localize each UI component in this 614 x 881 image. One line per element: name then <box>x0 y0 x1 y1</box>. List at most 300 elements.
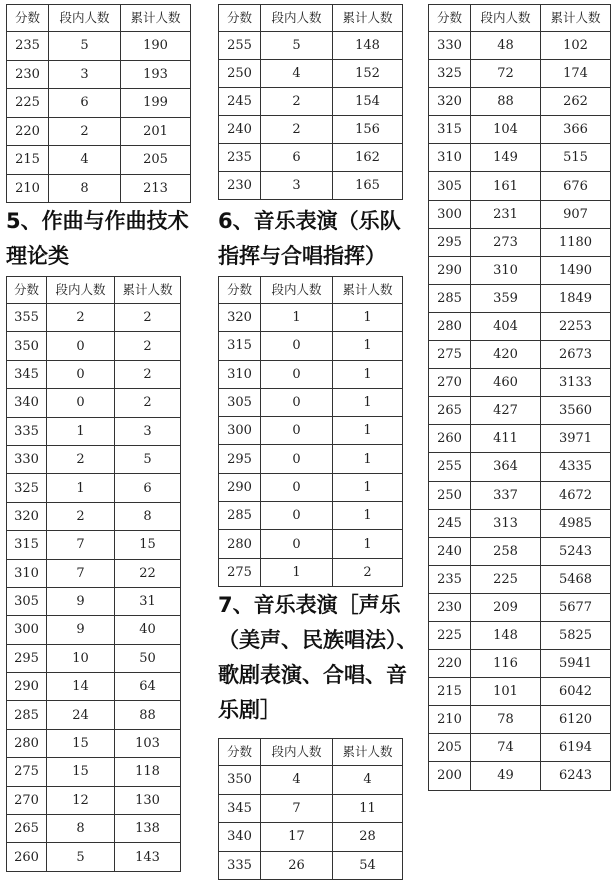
cell-cumulative-count: 22 <box>115 559 181 587</box>
cell-segment-count: 9 <box>47 616 115 644</box>
cell-score: 310 <box>429 144 471 172</box>
table-row <box>429 32 611 60</box>
cell-score: 300 <box>219 417 261 445</box>
cell-cumulative-count: 1 <box>333 388 403 416</box>
cell-segment-count: 10 <box>47 644 115 672</box>
cell-score: 275 <box>429 341 471 369</box>
heading-line: 7、音乐表演［声乐 <box>218 593 401 617</box>
cell-segment-count: 6 <box>49 89 121 118</box>
section-7-heading <box>218 588 418 728</box>
cell-cumulative-count: 199 <box>121 89 191 118</box>
cell-score: 305 <box>7 587 47 615</box>
cell-cumulative-count: 5468 <box>541 565 611 593</box>
cell-segment-count: 6 <box>261 144 333 172</box>
cell-cumulative-count: 8 <box>115 502 181 530</box>
table-row <box>219 417 403 445</box>
cell-score: 300 <box>7 616 47 644</box>
table-row <box>429 397 611 425</box>
cell-segment-count: 161 <box>471 172 541 200</box>
cell-cumulative-count: 103 <box>115 729 181 757</box>
cell-cumulative-count: 4 <box>333 766 403 795</box>
cell-score: 280 <box>429 312 471 340</box>
cell-score: 250 <box>429 481 471 509</box>
cell-score: 345 <box>7 360 47 388</box>
table-row <box>429 565 611 593</box>
cell-score: 335 <box>7 417 47 445</box>
cell-cumulative-count: 907 <box>541 200 611 228</box>
cell-cumulative-count: 2253 <box>541 312 611 340</box>
cell-cumulative-count: 6042 <box>541 678 611 706</box>
cell-segment-count: 0 <box>261 360 333 388</box>
cell-segment-count: 313 <box>471 509 541 537</box>
cell-segment-count: 3 <box>49 60 121 89</box>
cell-cumulative-count: 193 <box>121 60 191 89</box>
cell-segment-count: 359 <box>471 284 541 312</box>
cell-cumulative-count: 1849 <box>541 284 611 312</box>
cell-segment-count: 0 <box>261 502 333 530</box>
cell-cumulative-count: 1 <box>333 304 403 332</box>
cell-segment-count: 5 <box>47 843 115 871</box>
heading-line: 5、作曲与作曲技术 <box>6 209 189 233</box>
table-row <box>7 417 181 445</box>
table-row <box>219 558 403 586</box>
cell-segment-count: 404 <box>471 312 541 340</box>
table-row <box>219 823 403 852</box>
cell-segment-count: 2 <box>47 445 115 473</box>
cell-score: 205 <box>429 734 471 762</box>
cell-cumulative-count: 366 <box>541 116 611 144</box>
table-row <box>7 146 191 175</box>
cell-score: 355 <box>7 304 47 332</box>
table-row <box>429 172 611 200</box>
cell-segment-count: 0 <box>261 530 333 558</box>
cell-score: 305 <box>429 172 471 200</box>
cell-segment-count: 337 <box>471 481 541 509</box>
cell-segment-count: 209 <box>471 593 541 621</box>
table-row <box>429 762 611 790</box>
header-cumulative-count: 累计人数 <box>333 5 403 32</box>
cell-segment-count: 0 <box>261 388 333 416</box>
header-score: 分数 <box>219 739 261 766</box>
table-row <box>219 530 403 558</box>
cell-cumulative-count: 515 <box>541 144 611 172</box>
cell-cumulative-count: 143 <box>115 843 181 871</box>
cell-segment-count: 149 <box>471 144 541 172</box>
cell-cumulative-count: 1 <box>333 502 403 530</box>
cell-cumulative-count: 1 <box>333 473 403 501</box>
cell-segment-count: 273 <box>471 228 541 256</box>
cell-segment-count: 4 <box>261 766 333 795</box>
score-table-c <box>428 4 611 791</box>
cell-score: 315 <box>219 332 261 360</box>
section-6-table <box>218 276 403 587</box>
cell-score: 300 <box>429 200 471 228</box>
cell-score: 310 <box>7 559 47 587</box>
cell-cumulative-count: 1 <box>333 332 403 360</box>
cell-score: 235 <box>429 565 471 593</box>
table-row <box>219 851 403 880</box>
cell-score: 320 <box>429 88 471 116</box>
cell-segment-count: 7 <box>47 531 115 559</box>
cell-score: 305 <box>219 388 261 416</box>
cell-score: 230 <box>219 172 261 200</box>
table-row <box>7 332 181 360</box>
cell-cumulative-count: 213 <box>121 174 191 203</box>
cell-score: 320 <box>219 304 261 332</box>
heading-line: 歌剧表演、合唱、音 <box>218 663 407 687</box>
table-row <box>429 706 611 734</box>
table-row <box>219 88 403 116</box>
cell-score: 235 <box>7 32 49 61</box>
cell-cumulative-count: 3560 <box>541 397 611 425</box>
cell-cumulative-count: 148 <box>333 32 403 60</box>
cell-segment-count: 88 <box>471 88 541 116</box>
cell-score: 290 <box>7 673 47 701</box>
cell-segment-count: 48 <box>471 32 541 60</box>
cell-segment-count: 148 <box>471 621 541 649</box>
cell-score: 215 <box>429 678 471 706</box>
header-segment-count: 段内人数 <box>261 277 333 304</box>
cell-segment-count: 1 <box>47 417 115 445</box>
header-cumulative-count: 累计人数 <box>333 277 403 304</box>
table-row <box>429 341 611 369</box>
cell-segment-count: 3 <box>261 172 333 200</box>
cell-segment-count: 310 <box>471 256 541 284</box>
table-row <box>429 144 611 172</box>
table-row <box>219 388 403 416</box>
cell-segment-count: 78 <box>471 706 541 734</box>
table-row <box>7 701 181 729</box>
cell-score: 295 <box>219 445 261 473</box>
table-row <box>429 593 611 621</box>
header-cumulative-count: 累计人数 <box>115 277 181 304</box>
cell-cumulative-count: 3 <box>115 417 181 445</box>
header-segment-count: 段内人数 <box>47 277 115 304</box>
heading-line: 理论类 <box>6 244 69 268</box>
table-row <box>7 644 181 672</box>
table-row <box>7 174 191 203</box>
table-row <box>219 144 403 172</box>
cell-segment-count: 2 <box>261 88 333 116</box>
header-cumulative-count: 累计人数 <box>121 5 191 32</box>
cell-segment-count: 411 <box>471 425 541 453</box>
cell-cumulative-count: 50 <box>115 644 181 672</box>
table-row <box>429 509 611 537</box>
cell-cumulative-count: 15 <box>115 531 181 559</box>
table-row <box>429 369 611 397</box>
cell-segment-count: 2 <box>47 502 115 530</box>
header-cumulative-count: 累计人数 <box>541 5 611 32</box>
table-row <box>429 60 611 88</box>
cell-cumulative-count: 2 <box>115 332 181 360</box>
table-row <box>219 502 403 530</box>
cell-cumulative-count: 5243 <box>541 537 611 565</box>
cell-cumulative-count: 165 <box>333 172 403 200</box>
cell-score: 250 <box>219 60 261 88</box>
cell-cumulative-count: 2 <box>115 389 181 417</box>
cell-score: 285 <box>429 284 471 312</box>
cell-cumulative-count: 102 <box>541 32 611 60</box>
cell-cumulative-count: 201 <box>121 117 191 146</box>
cell-score: 330 <box>429 32 471 60</box>
table-row <box>429 650 611 678</box>
cell-segment-count: 15 <box>47 758 115 786</box>
cell-score: 230 <box>7 60 49 89</box>
cell-score: 225 <box>7 89 49 118</box>
header-cumulative-count: 累计人数 <box>333 739 403 766</box>
table-row <box>429 116 611 144</box>
table-row <box>429 678 611 706</box>
cell-cumulative-count: 2 <box>333 558 403 586</box>
cell-score: 295 <box>7 644 47 672</box>
table-row <box>429 453 611 481</box>
table-row <box>7 32 191 61</box>
cell-score: 255 <box>219 32 261 60</box>
cell-segment-count: 2 <box>261 116 333 144</box>
score-table-a <box>6 4 191 203</box>
cell-score: 210 <box>429 706 471 734</box>
cell-score: 345 <box>219 794 261 823</box>
header-segment-count: 段内人数 <box>261 5 333 32</box>
table-row <box>7 843 181 871</box>
cell-score: 230 <box>429 593 471 621</box>
cell-segment-count: 0 <box>47 389 115 417</box>
cell-score: 275 <box>219 558 261 586</box>
cell-cumulative-count: 2 <box>115 304 181 332</box>
table-row <box>219 445 403 473</box>
cell-cumulative-count: 4985 <box>541 509 611 537</box>
cell-score: 270 <box>429 369 471 397</box>
cell-score: 220 <box>7 117 49 146</box>
table-row <box>429 734 611 762</box>
table-row <box>7 786 181 814</box>
header-score: 分数 <box>429 5 471 32</box>
cell-cumulative-count: 5677 <box>541 593 611 621</box>
cell-score: 325 <box>7 474 47 502</box>
cell-segment-count: 116 <box>471 650 541 678</box>
section-5-table <box>6 276 181 872</box>
cell-cumulative-count: 6243 <box>541 762 611 790</box>
cell-segment-count: 460 <box>471 369 541 397</box>
table-row <box>429 481 611 509</box>
table-row <box>7 117 191 146</box>
table-row <box>7 445 181 473</box>
cell-cumulative-count: 31 <box>115 587 181 615</box>
cell-segment-count: 0 <box>47 332 115 360</box>
header-score: 分数 <box>7 277 47 304</box>
cell-segment-count: 72 <box>471 60 541 88</box>
table-row <box>429 228 611 256</box>
table-row <box>219 172 403 200</box>
table-row <box>429 425 611 453</box>
cell-segment-count: 258 <box>471 537 541 565</box>
cell-segment-count: 7 <box>47 559 115 587</box>
cell-segment-count: 4 <box>261 60 333 88</box>
cell-cumulative-count: 4672 <box>541 481 611 509</box>
cell-score: 260 <box>7 843 47 871</box>
cell-score: 285 <box>7 701 47 729</box>
cell-segment-count: 0 <box>261 332 333 360</box>
table-row <box>219 360 403 388</box>
cell-score: 270 <box>7 786 47 814</box>
cell-segment-count: 74 <box>471 734 541 762</box>
cell-score: 200 <box>429 762 471 790</box>
cell-cumulative-count: 54 <box>333 851 403 880</box>
table-row <box>7 60 191 89</box>
cell-cumulative-count: 162 <box>333 144 403 172</box>
section-7-table <box>218 738 403 880</box>
cell-cumulative-count: 1490 <box>541 256 611 284</box>
heading-line: （美声、民族唱法）、 <box>218 628 418 652</box>
cell-segment-count: 17 <box>261 823 333 852</box>
cell-cumulative-count: 130 <box>115 786 181 814</box>
cell-segment-count: 2 <box>49 117 121 146</box>
cell-segment-count: 4 <box>49 146 121 175</box>
cell-segment-count: 0 <box>261 445 333 473</box>
cell-score: 315 <box>7 531 47 559</box>
cell-segment-count: 225 <box>471 565 541 593</box>
header-segment-count: 段内人数 <box>471 5 541 32</box>
cell-segment-count: 1 <box>47 474 115 502</box>
cell-cumulative-count: 5941 <box>541 650 611 678</box>
table-row <box>219 766 403 795</box>
table-row <box>219 794 403 823</box>
cell-score: 295 <box>429 228 471 256</box>
table-row <box>7 729 181 757</box>
cell-cumulative-count: 154 <box>333 88 403 116</box>
header-score: 分数 <box>7 5 49 32</box>
cell-score: 340 <box>219 823 261 852</box>
cell-segment-count: 0 <box>47 360 115 388</box>
cell-segment-count: 15 <box>47 729 115 757</box>
table-row <box>7 304 181 332</box>
cell-segment-count: 9 <box>47 587 115 615</box>
cell-cumulative-count: 138 <box>115 815 181 843</box>
table-row <box>429 88 611 116</box>
cell-score: 350 <box>7 332 47 360</box>
cell-score: 240 <box>429 537 471 565</box>
cell-score: 325 <box>429 60 471 88</box>
table-row <box>7 815 181 843</box>
cell-segment-count: 7 <box>261 794 333 823</box>
cell-segment-count: 101 <box>471 678 541 706</box>
table-row <box>7 673 181 701</box>
header-segment-count: 段内人数 <box>49 5 121 32</box>
cell-segment-count: 24 <box>47 701 115 729</box>
table-row <box>7 360 181 388</box>
table-row <box>219 60 403 88</box>
cell-score: 340 <box>7 389 47 417</box>
cell-score: 215 <box>7 146 49 175</box>
cell-cumulative-count: 1 <box>333 417 403 445</box>
table-row <box>429 200 611 228</box>
cell-segment-count: 12 <box>47 786 115 814</box>
cell-segment-count: 5 <box>261 32 333 60</box>
cell-cumulative-count: 1180 <box>541 228 611 256</box>
section-6-heading <box>218 204 401 274</box>
cell-cumulative-count: 5 <box>115 445 181 473</box>
cell-score: 275 <box>7 758 47 786</box>
cell-cumulative-count: 6120 <box>541 706 611 734</box>
cell-cumulative-count: 40 <box>115 616 181 644</box>
heading-line: 指挥与合唱指挥） <box>218 244 386 268</box>
table-row <box>429 256 611 284</box>
cell-cumulative-count: 156 <box>333 116 403 144</box>
table-row <box>7 587 181 615</box>
cell-cumulative-count: 88 <box>115 701 181 729</box>
cell-cumulative-count: 2673 <box>541 341 611 369</box>
cell-score: 290 <box>219 473 261 501</box>
cell-segment-count: 2 <box>47 304 115 332</box>
cell-segment-count: 14 <box>47 673 115 701</box>
table-row <box>429 284 611 312</box>
cell-segment-count: 5 <box>49 32 121 61</box>
cell-cumulative-count: 2 <box>115 360 181 388</box>
cell-segment-count: 8 <box>49 174 121 203</box>
cell-cumulative-count: 118 <box>115 758 181 786</box>
cell-score: 240 <box>219 116 261 144</box>
table-row <box>7 559 181 587</box>
cell-score: 210 <box>7 174 49 203</box>
cell-score: 260 <box>429 425 471 453</box>
cell-cumulative-count: 152 <box>333 60 403 88</box>
cell-segment-count: 427 <box>471 397 541 425</box>
heading-line: 乐剧］ <box>218 698 281 722</box>
cell-segment-count: 0 <box>261 417 333 445</box>
table-row <box>219 304 403 332</box>
cell-score: 280 <box>219 530 261 558</box>
cell-segment-count: 231 <box>471 200 541 228</box>
cell-score: 255 <box>429 453 471 481</box>
cell-score: 330 <box>7 445 47 473</box>
cell-segment-count: 26 <box>261 851 333 880</box>
table-row <box>7 89 191 118</box>
cell-cumulative-count: 190 <box>121 32 191 61</box>
cell-score: 335 <box>219 851 261 880</box>
cell-segment-count: 364 <box>471 453 541 481</box>
cell-score: 320 <box>7 502 47 530</box>
cell-cumulative-count: 262 <box>541 88 611 116</box>
cell-segment-count: 0 <box>261 473 333 501</box>
table-row <box>219 332 403 360</box>
header-score: 分数 <box>219 277 261 304</box>
cell-score: 310 <box>219 360 261 388</box>
cell-score: 220 <box>429 650 471 678</box>
cell-segment-count: 8 <box>47 815 115 843</box>
table-row <box>429 537 611 565</box>
table-row <box>7 616 181 644</box>
header-segment-count: 段内人数 <box>261 739 333 766</box>
cell-cumulative-count: 6194 <box>541 734 611 762</box>
cell-segment-count: 1 <box>261 558 333 586</box>
cell-cumulative-count: 676 <box>541 172 611 200</box>
cell-score: 235 <box>219 144 261 172</box>
header-score: 分数 <box>219 5 261 32</box>
cell-cumulative-count: 5825 <box>541 621 611 649</box>
cell-segment-count: 420 <box>471 341 541 369</box>
table-row <box>7 389 181 417</box>
cell-cumulative-count: 3971 <box>541 425 611 453</box>
score-table-b <box>218 4 403 200</box>
table-row <box>7 531 181 559</box>
table-row <box>429 312 611 340</box>
cell-score: 290 <box>429 256 471 284</box>
table-row <box>219 473 403 501</box>
table-row <box>219 32 403 60</box>
section-5-heading <box>6 204 189 274</box>
table-row <box>429 621 611 649</box>
cell-cumulative-count: 1 <box>333 445 403 473</box>
